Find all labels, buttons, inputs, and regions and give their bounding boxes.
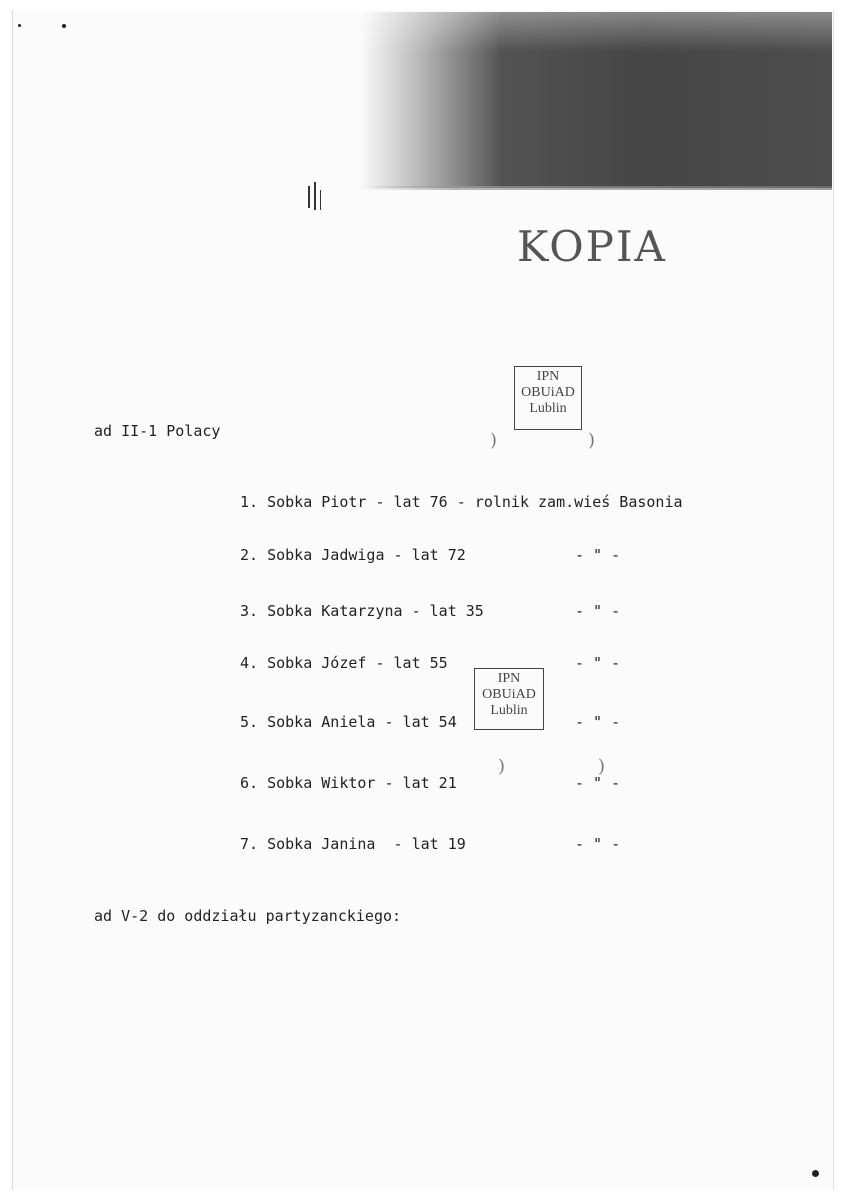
archive-stamp <box>474 668 544 730</box>
copy-stamp-text: KOPIA <box>517 222 667 271</box>
stamp-line: Lublin <box>490 703 528 718</box>
ditto-mark: - " - <box>575 654 621 672</box>
stamp-smudge: ) <box>498 756 506 777</box>
ditto-mark: - " - <box>575 602 621 620</box>
scan-tick <box>314 182 316 210</box>
speck <box>812 1170 819 1177</box>
ditto-mark: - " - <box>575 774 621 792</box>
section-heading: ad V-2 do oddziału partyzanckiego: <box>94 907 402 925</box>
ditto-mark: - " - <box>575 546 621 564</box>
list-item: 2. Sobka Jadwiga - lat 72 <box>240 546 466 564</box>
stamp-line: Lublin <box>529 401 567 416</box>
list-item: 7. Sobka Janina - lat 19 <box>240 835 466 853</box>
list-item: 1. Sobka Piotr - lat 76 - rolnik zam.wieś Basonia <box>240 493 683 511</box>
stamp-line: OBUiAD <box>521 385 575 400</box>
section-heading: ad II-1 Polacy <box>94 422 221 440</box>
ditto-mark: - " - <box>575 835 621 853</box>
scan-tick <box>308 186 310 208</box>
stamp-line: IPN <box>536 369 560 384</box>
stamp-line: IPN <box>497 671 521 686</box>
speck <box>62 24 66 28</box>
list-item: 6. Sobka Wiktor - lat 21 <box>240 774 457 792</box>
scan-tick <box>320 190 321 210</box>
list-item: 3. Sobka Katarzyna - lat 35 <box>240 602 484 620</box>
stamp-smudge: ) <box>588 430 596 451</box>
speck <box>18 24 21 27</box>
stamp-smudge: ) <box>490 430 498 451</box>
list-item: 4. Sobka Józef - lat 55 <box>240 654 448 672</box>
scan-shadow-highlight <box>360 12 832 52</box>
ditto-mark: - " - <box>575 713 621 731</box>
stamp-line: OBUiAD <box>482 687 536 702</box>
stamp-smudge: ) <box>598 756 606 777</box>
list-item: 5. Sobka Aniela - lat 54 <box>240 713 457 731</box>
scan-edge-line <box>360 186 832 190</box>
archive-stamp <box>514 366 582 430</box>
